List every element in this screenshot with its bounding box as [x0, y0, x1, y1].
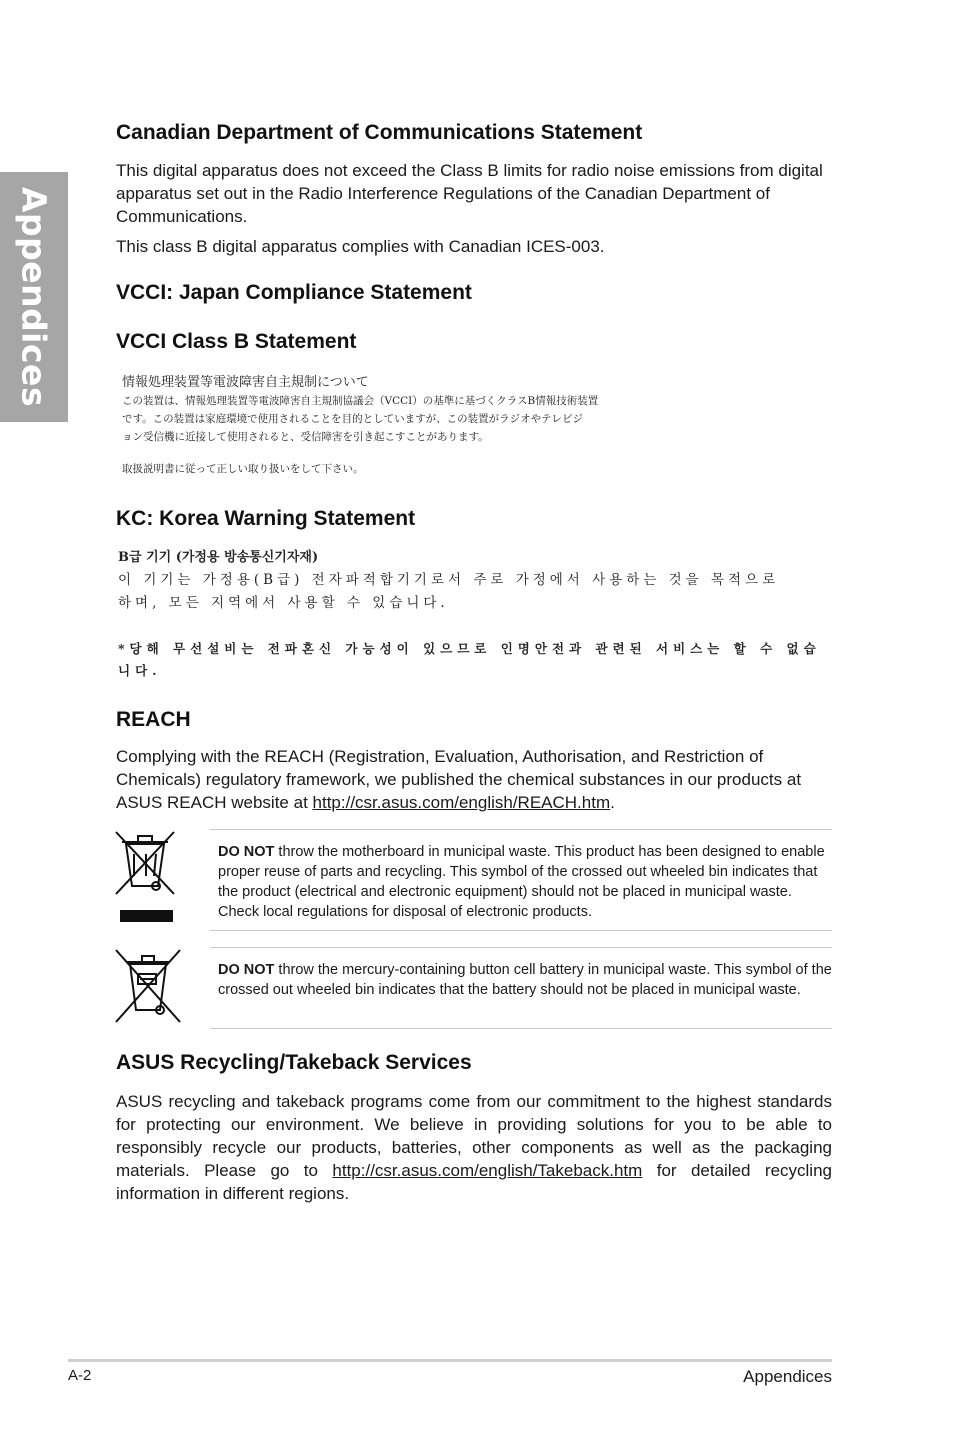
recycling-heading: ASUS Recycling/Takeback Services: [116, 1051, 472, 1074]
recycling-paragraph: [116, 1090, 832, 1205]
reach-text: Complying with the REACH (Registration, Evaluation, Authorisation, and Restriction of Chemicals) regulatory framework, we published the chemical substances in our products at ASUS REACH website at: [116, 747, 802, 812]
vcci-line: です。この装置は家庭環境で使用されることを目的としていますが、この装置がラジオやテレビジ: [122, 413, 583, 425]
notice-bold: DO NOT: [218, 844, 275, 860]
vcci-line: この装置は、情報処理装置等電波障害自主規制協議会（VCCI）の基準に基づくクラスB情報技術装置: [122, 395, 599, 407]
side-tab-label: Appendices: [14, 186, 54, 408]
kc-line2: 이 기기는 가정용(B급) 전자파적합기기로서 주로 가정에서 사용하는 것을 목적으로: [118, 572, 780, 588]
reach-heading: REACH: [116, 708, 191, 731]
kc-heading: KC: Korea Warning Statement: [116, 507, 416, 530]
reach-end: .: [610, 793, 615, 812]
page-number: A-2: [68, 1367, 92, 1384]
recycling-text2: for detailed recycling information in different regions.: [116, 1161, 832, 1203]
footer-section: Appendices: [743, 1367, 832, 1386]
canadian-heading: Canadian Department of Communications Statement: [116, 121, 643, 144]
footer-rule: [68, 1359, 832, 1362]
notice-motherboard-text: [210, 830, 832, 932]
reach-paragraph: [116, 745, 832, 814]
canadian-para1: This digital apparatus does not exceed the Class B limits for radio noise emissions from digital apparatus set out in the Radio Interference Regulations of the Canadian Department of Communications.: [116, 161, 823, 226]
notice-motherboard: [210, 829, 832, 931]
kc-line1: B급 기기 (가정용 방송통신기자재): [118, 550, 319, 565]
recycling-body: [116, 1090, 832, 1205]
reach-link[interactable]: http://csr.asus.com/english/REACH.htm: [312, 793, 611, 812]
notice-body: throw the motherboard in municipal waste. This product has been designed to enable proper reuse of parts and recycling. This symbol of the crossed out wheeled bin indicates that the product (electrical and electronic equipment) should not be placed in municipal waste. Check local regulations for disposal of electronic products.: [218, 844, 825, 920]
vcci-line: ョン受信機に近接して使用されると、受信障害を引き起こすことがあります。: [122, 431, 489, 443]
notice-body: throw the mercury-containing button cell battery in municipal waste. This symbol of the crossed out wheeled bin indicates that the battery should not be placed in municipal waste.: [218, 962, 832, 998]
appendices-side-tab: [0, 172, 68, 422]
crossed-wheeled-bin-icon: [112, 828, 178, 929]
kc-line3: 하며, 모든 지역에서 사용할 수 있습니다.: [118, 595, 449, 611]
canadian-body: [116, 159, 832, 258]
takeback-link[interactable]: http://csr.asus.com/english/Takeback.htm: [332, 1161, 643, 1180]
vcci-heading: VCCI: Japan Compliance Statement: [116, 281, 472, 304]
canadian-para2: This class B digital apparatus complies with Canadian ICES-003.: [116, 237, 605, 256]
kc-warning: *당해 무선설비는 전파혼신 가능성이 있으므로 인명안전과 관련된 서비스는 할 수 없습니다.: [118, 641, 821, 678]
notice-battery: [210, 947, 832, 1029]
vcci-subheading: VCCI Class B Statement: [116, 330, 357, 353]
vcci-japanese-statement: [122, 374, 722, 478]
crossed-battery-bin-icon: [112, 948, 184, 1029]
notice-battery-text: [210, 948, 832, 1010]
notice-bold: DO NOT: [218, 962, 275, 978]
vcci-line: 取扱説明書に従って正しい取り扱いをして下さい。: [122, 463, 364, 475]
recycling-text1: ASUS recycling and takeback programs come from our commitment to the highest standards for protecting our environment. We believe in providing solutions for you to be able to responsibly recycle our products, batteries, other components as well as the packaging materials. Please go to: [116, 1092, 832, 1180]
vcci-line-title: 情報処理装置等電波障害自主規制について: [122, 375, 369, 390]
reach-body: [116, 745, 832, 814]
